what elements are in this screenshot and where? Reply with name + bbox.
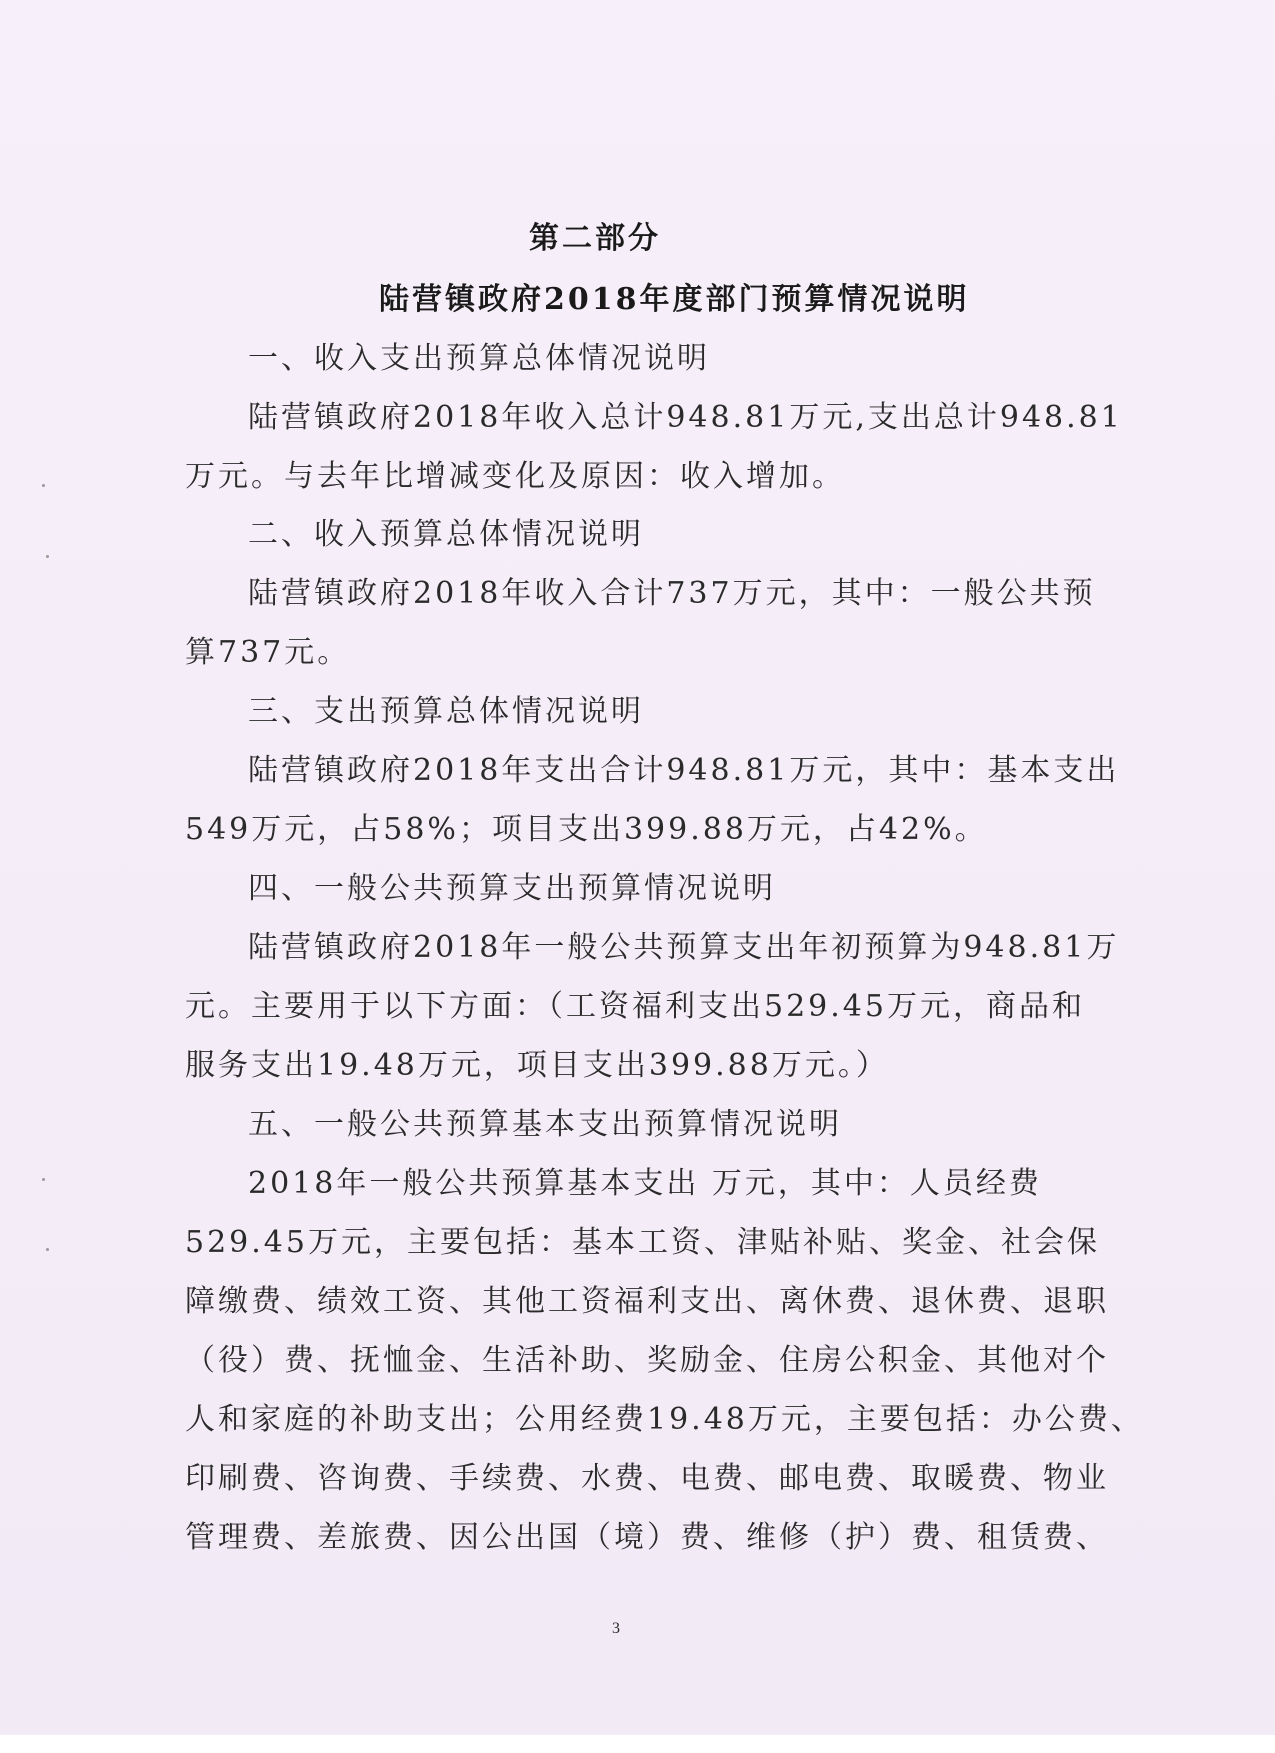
scan-edge: [0, 1735, 1275, 1753]
scan-speck: [46, 555, 49, 558]
section-heading-4: 四、一般公共预算支出预算情况说明: [248, 871, 776, 906]
paragraph-line: 陆营镇政府2018年收入合计737万元，其中：一般公共预: [248, 576, 1096, 611]
paragraph-line: 元。主要用于以下方面：（工资福利支出529.45万元，商品和: [185, 989, 1085, 1024]
scan-speck: [46, 1248, 49, 1251]
scan-speck: [42, 1178, 45, 1181]
part-label: 第二部分: [529, 221, 661, 256]
paragraph-line: 算737元。: [185, 635, 351, 670]
paragraph-line: 陆营镇政府2018年支出合计948.81万元，其中：基本支出: [248, 753, 1120, 788]
section-heading-5: 五、一般公共预算基本支出预算情况说明: [248, 1107, 842, 1142]
section-heading-1: 一、收入支出预算总体情况说明: [248, 341, 710, 376]
paragraph-line: （役）费、抚恤金、生活补助、奖励金、住房公积金、其他对个: [185, 1343, 1109, 1378]
document-title: 陆营镇政府2018年度部门预算情况说明: [379, 282, 970, 317]
paragraph-line: 529.45万元，主要包括：基本工资、津贴补贴、奖金、社会保: [185, 1225, 1100, 1260]
paragraph-line: 服务支出19.48万元，项目支出399.88万元。）: [185, 1048, 889, 1083]
paragraph-line: 2018年一般公共预算基本支出 万元，其中：人员经费: [248, 1166, 1042, 1201]
paragraph-line: 陆营镇政府2018年收入总计948.81万元,支出总计948.81: [248, 400, 1123, 435]
paragraph-line: 管理费、差旅费、因公出国（境）费、维修（护）费、租赁费、: [185, 1520, 1109, 1555]
paragraph-line: 人和家庭的补助支出；公用经费19.48万元，主要包括：办公费、: [185, 1402, 1144, 1437]
section-heading-3: 三、支出预算总体情况说明: [248, 694, 644, 729]
page-number: 3: [612, 1620, 620, 1637]
section-heading-2: 二、收入预算总体情况说明: [248, 517, 644, 552]
paragraph-line: 陆营镇政府2018年一般公共预算支出年初预算为948.81万: [248, 930, 1120, 965]
scan-speck: [42, 484, 45, 487]
paragraph-line: 印刷费、咨询费、手续费、水费、电费、邮电费、取暖费、物业: [185, 1461, 1109, 1496]
paragraph-line: 障缴费、绩效工资、其他工资福利支出、离休费、退休费、退职: [185, 1284, 1109, 1319]
paragraph-line: 549万元，占58%；项目支出399.88万元，占42%。: [185, 812, 988, 847]
paragraph-line: 万元。与去年比增减变化及原因：收入增加。: [185, 459, 845, 494]
